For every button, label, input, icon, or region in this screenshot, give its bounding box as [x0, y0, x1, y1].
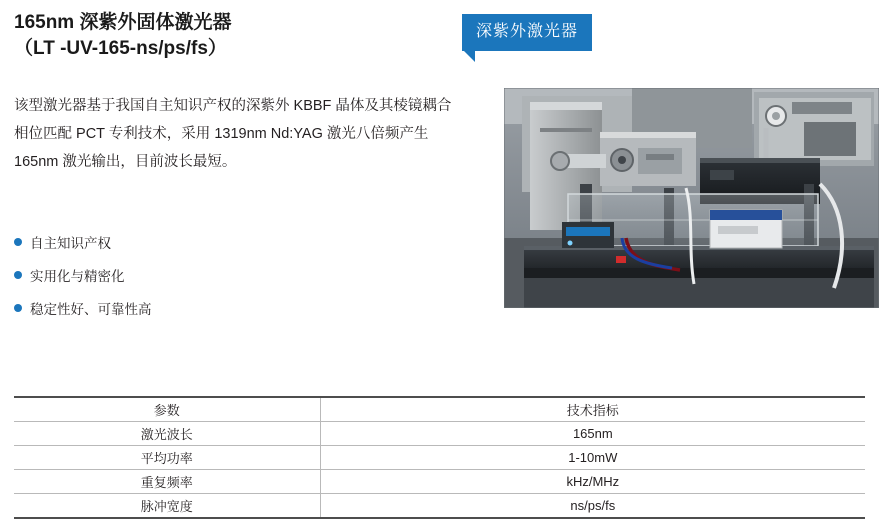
list-item	[14, 298, 444, 318]
column-header-parameter: 参数	[14, 397, 320, 422]
table-header-row	[14, 397, 865, 422]
list-item	[14, 232, 444, 252]
page-title-line-1: 165nm 深紫外固体激光器	[14, 12, 232, 33]
table-row	[14, 446, 865, 470]
list-item	[14, 265, 444, 285]
table-row	[14, 494, 865, 519]
table-row	[14, 422, 865, 446]
cell-parameter: 重复频率	[14, 470, 320, 494]
product-description: 该型激光器基于我国自主知识产权的深紫外 KBBF 晶体及其棱镜耦合相位匹配 PCT 专利技术，采用 1319nm Nd:YAG 激光八倍频产生 165nm 激光输出，目前波长最短。	[14, 98, 452, 170]
laser-system-photo	[504, 88, 879, 308]
column-header-value: 技术指标	[320, 397, 865, 422]
table-row	[14, 470, 865, 494]
feature-label: 自主知识产权	[30, 236, 111, 251]
bullet-dot-icon	[14, 238, 22, 246]
cell-parameter: 激光波长	[14, 422, 320, 446]
feature-list	[14, 232, 444, 331]
page-title	[14, 10, 444, 62]
cell-value: ns/ps/fs	[320, 494, 865, 519]
cell-parameter: 脉冲宽度	[14, 494, 320, 519]
bullet-dot-icon	[14, 304, 22, 312]
specification-table	[14, 396, 865, 519]
feature-label: 实用化与精密化	[30, 269, 125, 284]
cell-value: 165nm	[320, 422, 865, 446]
feature-label: 稳定性好、可靠性高	[30, 302, 152, 317]
cell-value: 1-10mW	[320, 446, 865, 470]
cell-value: kHz/MHz	[320, 470, 865, 494]
page-title-line-2: （LT -UV-165-ns/ps/fs）	[14, 38, 227, 59]
category-badge	[462, 14, 592, 62]
category-badge-label: 深紫外激光器	[462, 14, 592, 51]
bullet-dot-icon	[14, 271, 22, 279]
badge-tail-triangle	[464, 51, 475, 62]
photo-graphic	[504, 88, 879, 308]
cell-parameter: 平均功率	[14, 446, 320, 470]
